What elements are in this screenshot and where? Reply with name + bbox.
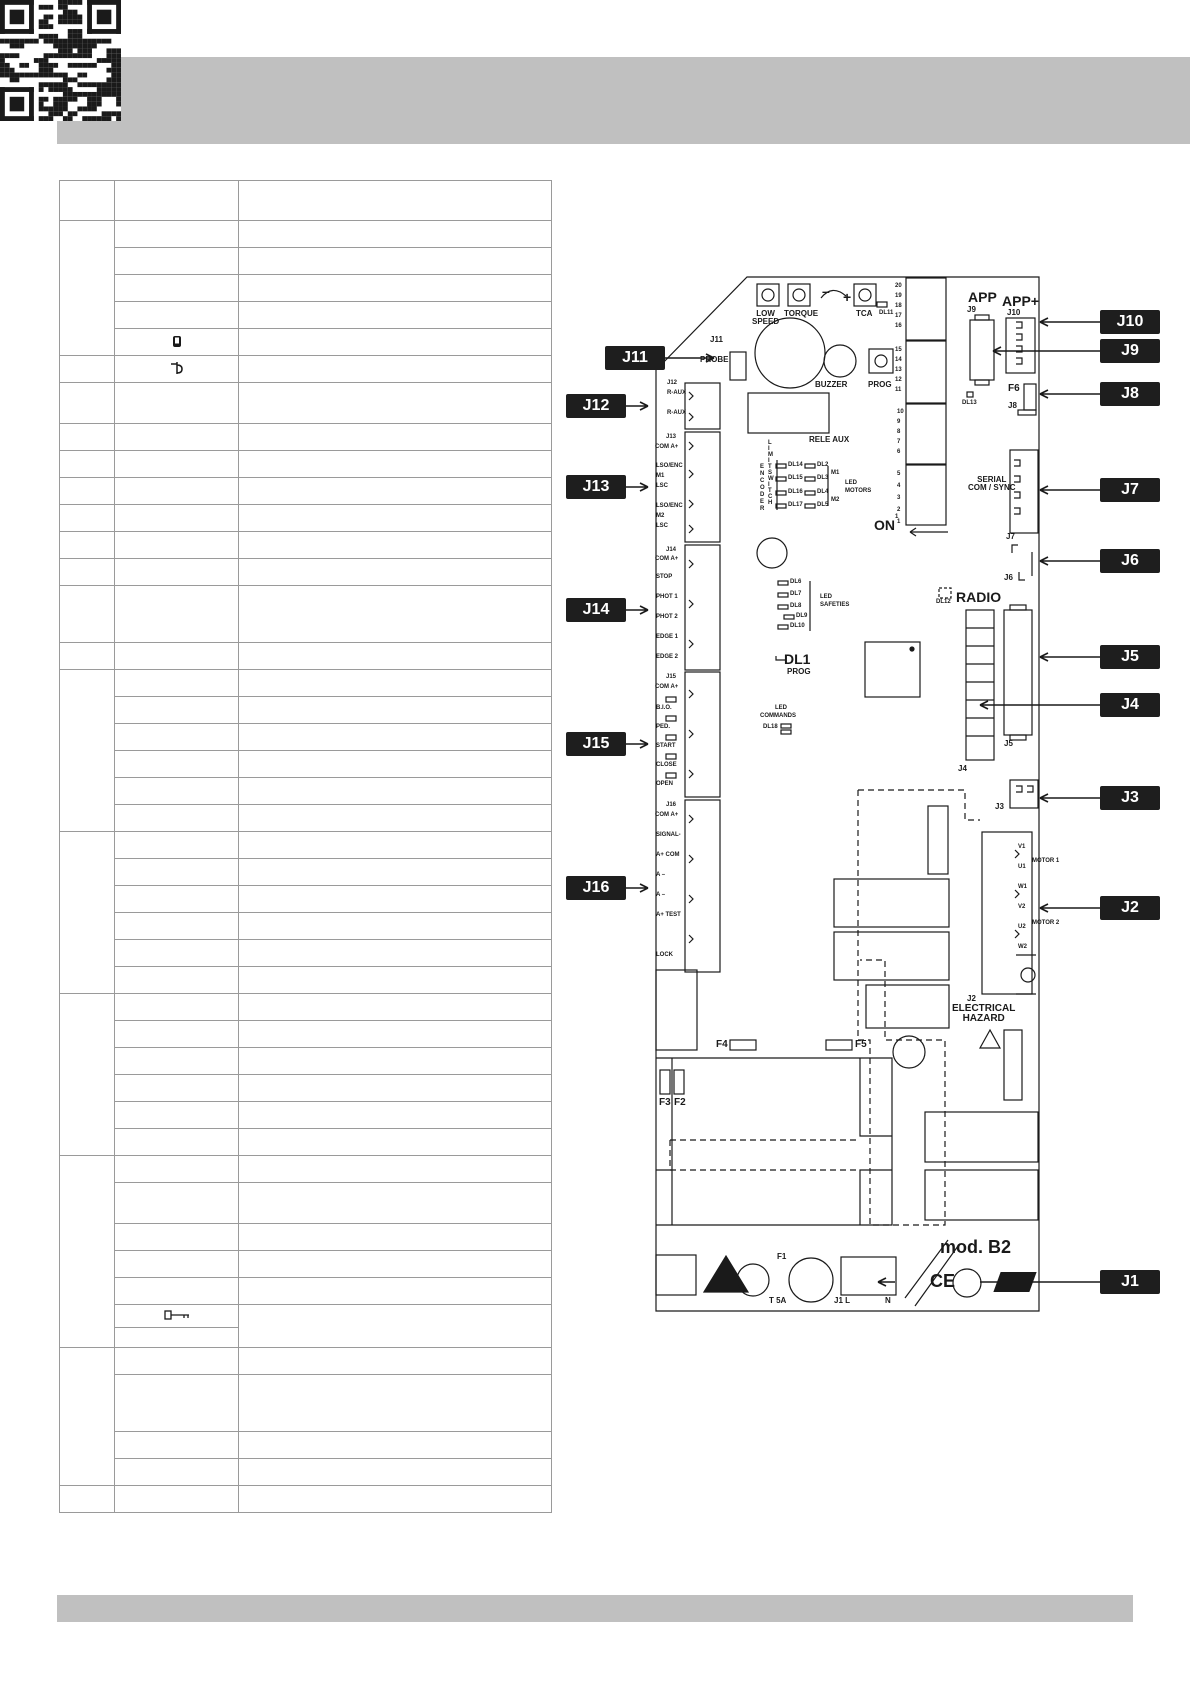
motor2-label: V2 <box>1018 904 1026 910</box>
j15-pin-label: B.I.O. <box>656 705 672 711</box>
model-label: mod. B2 <box>940 1237 1012 1257</box>
limit-switch-letter: W <box>768 476 774 482</box>
limit-switch-letter: L <box>768 440 772 446</box>
terminal-number: 10 <box>897 409 904 415</box>
connector-tag-j15: J15 <box>566 732 626 756</box>
connector-tag-j4: J4 <box>1100 693 1160 717</box>
led-motors-label: DL2 <box>817 462 829 468</box>
encoder-letter: R <box>760 506 765 512</box>
terminal-number: 8 <box>897 429 901 435</box>
connector-tag-j11: J11 <box>605 346 665 370</box>
j15-pin-label: J15 <box>666 674 677 680</box>
terminal-number: 2 <box>897 507 901 513</box>
connector-tag-j10: J10 <box>1100 310 1160 334</box>
j14-pin-label: EDGE 2 <box>656 654 679 660</box>
led-safeties-label: SAFETIES <box>820 602 850 608</box>
radio-label: RADIO <box>956 589 1002 605</box>
j16-pin-label: A+ TEST <box>656 912 681 918</box>
j16-pin-label: LOCK <box>656 952 673 958</box>
on-one-label: 1 <box>895 514 899 520</box>
led-motors-label: MOTORS <box>845 488 872 494</box>
f4-label: F4 <box>716 1039 728 1050</box>
j13-pin-label: J13 <box>666 434 677 440</box>
j5-label: J5 <box>1004 739 1013 748</box>
j16-pin-label: COM A+ <box>655 812 679 818</box>
led-motors-label: DL17 <box>788 502 803 508</box>
led-safeties-label: DL10 <box>790 623 805 629</box>
j16-pin-label: A – <box>656 872 666 878</box>
connector-tag-j8: J8 <box>1100 382 1160 406</box>
probe-label: PROBE <box>700 355 729 364</box>
dl13-label: DL13 <box>962 400 977 406</box>
j6-label: J6 <box>1004 573 1013 582</box>
j14-pin-label: EDGE 1 <box>656 634 679 640</box>
j13-pin-label: M2 <box>656 513 665 519</box>
j15-pin-label: OPEN <box>656 781 674 787</box>
j11-label: J11 <box>710 335 723 344</box>
connector-tag-j16: J16 <box>566 876 626 900</box>
rele-aux-label: RELE AUX <box>809 435 850 444</box>
j1-l-label: J1 L <box>834 1296 851 1305</box>
f3-label: F3 <box>659 1097 671 1108</box>
led-motors-label: M1 <box>831 470 840 476</box>
j16-pin-label: J16 <box>666 802 677 808</box>
j4-label: J4 <box>958 764 967 773</box>
terminal-number: 13 <box>895 367 902 373</box>
t5a-label: T 5A <box>769 1296 787 1305</box>
terminal-number: 5 <box>897 471 901 477</box>
limit-switch-letter: T <box>768 464 772 470</box>
j9-label: J9 <box>967 305 976 314</box>
limit-switch-letter: H <box>768 500 773 506</box>
terminal-number: 9 <box>897 419 901 425</box>
electrical-hazard-label: ELECTRICAL HAZARD <box>952 1003 1016 1024</box>
buzzer-label: BUZZER <box>815 380 848 389</box>
terminal-number: 14 <box>895 357 902 363</box>
motor2-label: W2 <box>1018 944 1027 950</box>
j13-pin-label: LSO/ENC <box>656 463 683 469</box>
motor1-label: V1 <box>1018 844 1026 850</box>
j16-pin-label: A – <box>656 892 666 898</box>
terminal-number: 12 <box>895 377 902 383</box>
j13-pin-label: LSO/ENC <box>656 503 683 509</box>
terminal-number: 3 <box>897 495 901 501</box>
terminal-number: 19 <box>895 293 902 299</box>
ce-mark: CE <box>930 1271 956 1291</box>
j2-label: J2 <box>967 994 976 1003</box>
motor2-label: MOTOR 2 <box>1032 920 1060 926</box>
led-motors-label: DL4 <box>817 489 829 495</box>
serial-label: SERIAL COM / SYNC <box>968 475 1016 492</box>
j13-pin-label: LSC <box>656 523 668 529</box>
encoder-letter: D <box>760 492 765 498</box>
terminal-number: 15 <box>895 347 902 353</box>
led-commands-label: LED <box>775 705 787 711</box>
tca-label: TCA <box>856 309 873 318</box>
trimmer-plus-label: + <box>843 289 852 305</box>
j13-pin-label: COM A+ <box>655 444 679 450</box>
f2-label: F2 <box>674 1097 686 1108</box>
terminal-number: 20 <box>895 283 902 289</box>
motor1-label: MOTOR 1 <box>1032 858 1060 864</box>
footer-band <box>57 1595 1133 1622</box>
j3-label: J3 <box>995 802 1004 811</box>
terminal-number: 16 <box>895 323 902 329</box>
led-motors-label: DL5 <box>817 502 829 508</box>
limit-switch-letter: I <box>768 458 770 464</box>
dl1-prog-label: PROG <box>787 667 811 676</box>
encoder-letter: E <box>760 464 765 470</box>
f1-label: F1 <box>777 1252 787 1261</box>
motor2-label: U2 <box>1018 924 1026 930</box>
led-commands-label: DL18 <box>763 724 778 730</box>
led-motors-label: M2 <box>831 497 840 503</box>
dl12-label: DL12 <box>936 599 951 605</box>
led-motors-label: DL15 <box>788 475 803 481</box>
terminal-number: 17 <box>895 313 902 319</box>
connector-tag-j3: J3 <box>1100 786 1160 810</box>
j15-pin-label: COM A+ <box>655 684 679 690</box>
motor1-label: U1 <box>1018 864 1026 870</box>
f5-label: F5 <box>855 1039 867 1050</box>
encoder-letter: N <box>760 471 765 477</box>
qr-code <box>0 0 121 121</box>
j13-pin-label: LSC <box>656 483 668 489</box>
terminal-number: 4 <box>897 483 901 489</box>
limit-switch-letter: S <box>768 470 773 476</box>
dl11-label: DL11 <box>879 310 894 316</box>
j15-pin-label: START <box>656 743 676 749</box>
j12-pin-label: R-AUX <box>667 410 686 416</box>
connector-tag-j6: J6 <box>1100 549 1160 573</box>
j12-pin-label: R-AUX <box>667 390 686 396</box>
n-label: N <box>885 1296 891 1305</box>
limit-switch-letter: M <box>768 452 773 458</box>
j16-pin-label: A+ COM <box>656 852 680 858</box>
connector-tag-j13: J13 <box>566 475 626 499</box>
connector-tag-j9: J9 <box>1100 339 1160 363</box>
dl1-label: DL1 <box>784 651 811 667</box>
j13-pin-label: M1 <box>656 473 665 479</box>
led-safeties-label: DL8 <box>790 603 802 609</box>
on-label: ON <box>874 517 895 533</box>
limit-switch-letter: C <box>768 494 773 500</box>
motor1-label: W1 <box>1018 884 1027 890</box>
f6-label: F6 <box>1008 383 1020 394</box>
connector-tag-j5: J5 <box>1100 645 1160 669</box>
encoder-letter: C <box>760 478 765 484</box>
encoder-letter: E <box>760 499 765 505</box>
led-commands-label: COMMANDS <box>760 713 796 719</box>
led-safeties-label: DL7 <box>790 591 802 597</box>
app-plus-label: APP+ <box>1002 293 1039 309</box>
j14-pin-label: PHOT 2 <box>656 614 678 620</box>
j14-pin-label: COM A+ <box>655 556 679 562</box>
terminal-number: 7 <box>897 439 901 445</box>
j10-label: J10 <box>1007 308 1021 317</box>
connector-tag-j12: J12 <box>566 394 626 418</box>
app-label: APP <box>968 289 997 305</box>
encoder-letter: O <box>760 485 765 491</box>
j14-pin-label: J14 <box>666 547 677 553</box>
connector-tag-j1: J1 <box>1100 1270 1160 1294</box>
led-safeties-label: LED <box>820 594 832 600</box>
terminal-number: 1 <box>897 519 901 525</box>
led-motors-label: DL3 <box>817 475 829 481</box>
connector-tag-j14: J14 <box>566 598 626 622</box>
j14-pin-label: PHOT 1 <box>656 594 678 600</box>
j12-pin-label: J12 <box>667 380 678 386</box>
connector-tag-j7: J7 <box>1100 478 1160 502</box>
prog-label: PROG <box>868 380 892 389</box>
led-safeties-label: DL6 <box>790 579 802 585</box>
led-motors-label: LED <box>845 480 857 486</box>
limit-switch-letter: T <box>768 488 772 494</box>
brand-logo <box>993 1272 1036 1292</box>
j15-pin-label: CLOSE <box>656 762 677 768</box>
terminal-number: 18 <box>895 303 902 309</box>
connector-tag-j2: J2 <box>1100 896 1160 920</box>
j14-pin-label: STOP <box>656 574 673 580</box>
j16-pin-label: SIGNAL- <box>656 832 681 838</box>
trimmer-minus-label: – <box>822 283 830 299</box>
j8-label: J8 <box>1008 401 1017 410</box>
led-safeties-label: DL9 <box>796 613 808 619</box>
terminal-number: 11 <box>895 387 902 393</box>
torque-label: TORQUE <box>784 309 819 318</box>
j15-pin-label: PED. <box>656 724 671 730</box>
led-motors-label: DL14 <box>788 462 803 468</box>
led-motors-label: DL16 <box>788 489 803 495</box>
limit-switch-letter: I <box>768 482 770 488</box>
low-speed-label: LOW SPEED <box>752 309 780 326</box>
terminal-number: 6 <box>897 449 901 455</box>
limit-switch-letter: I <box>768 446 770 452</box>
j7-label: J7 <box>1006 532 1015 541</box>
